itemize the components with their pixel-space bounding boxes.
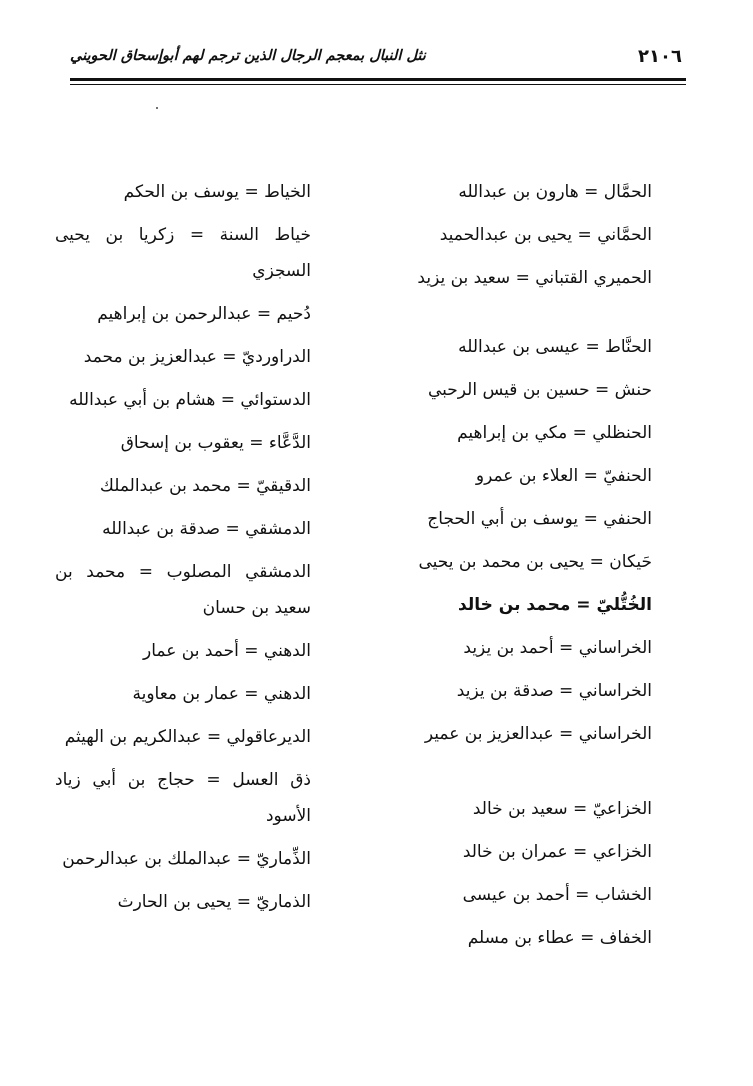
index-entry: الحميري القتباني = سعيد بن يزيد	[417, 268, 652, 288]
index-entry: الخراساني = عبدالعزيز بن عمير	[424, 724, 652, 744]
page-number: ٢١٠٦	[638, 46, 682, 67]
index-entry: الخزاعي = عمران بن خالد	[462, 842, 652, 862]
index-entry: الدهني = أحمد بن عمار	[143, 641, 311, 661]
index-entry: دُحيم = عبدالرحمن بن إبراهيم	[97, 304, 311, 324]
index-entry: الدستوائي = هشام بن أبي عبدالله	[69, 390, 311, 410]
running-header	[70, 46, 682, 76]
index-entry: حنش = حسين بن قيس الرحبي	[427, 380, 652, 400]
index-entry: الخُتُّليّ = محمد بن خالد	[458, 595, 652, 615]
print-speck	[156, 107, 158, 109]
index-entry: الديرعاقولي = عبدالكريم بن الهيثم	[64, 727, 311, 747]
right-column	[392, 174, 652, 963]
index-entry: الحنفي = يوسف بن أبي الحجاج	[427, 509, 652, 529]
index-entry: الحنظلي = مكي بن إبراهيم	[457, 423, 652, 443]
index-entry: الخياط = يوسف بن الحكم	[123, 182, 311, 202]
index-entry: ذق العسل = حجاج بن أبي زياد الأسود	[55, 770, 311, 826]
index-entry: الخشاب = أحمد بن عيسى	[462, 885, 652, 905]
index-entry: حَيكان = يحيى بن محمد بن يحيى	[418, 552, 652, 572]
index-entry: الدمشقي = صدقة بن عبدالله	[102, 519, 311, 539]
index-entry: الدقيقيّ = محمد بن عبدالملك	[99, 476, 311, 496]
header-rule-thin	[70, 84, 686, 85]
index-entry: الدهني = عمار بن معاوية	[132, 684, 311, 704]
index-entry: الخزاعيّ = سعيد بن خالد	[472, 799, 652, 819]
index-entry: الدمشقي المصلوب = محمد بن سعيد بن حسان	[55, 562, 311, 618]
index-entry: الدراورديّ = عبدالعزيز بن محمد	[83, 347, 311, 367]
index-entry: الحنَّاط = عيسى بن عبدالله	[458, 337, 652, 357]
left-column	[55, 174, 311, 927]
header-rule-thick	[70, 78, 686, 81]
index-entry: خياط السنة = زكريا بن يحيى السجزي	[55, 225, 311, 281]
index-entry: الخراساني = صدقة بن يزيد	[456, 681, 652, 701]
index-entry: الذماريّ = يحيى بن الحارث	[117, 892, 311, 912]
index-entry: الحنفيّ = العلاء بن عمرو	[475, 466, 652, 486]
index-entry: الخراساني = أحمد بن يزيد	[463, 638, 652, 658]
index-entry: الحمَّال = هارون بن عبدالله	[458, 182, 652, 202]
index-entry: الحمَّاني = يحيى بن عبدالحميد	[439, 225, 652, 245]
index-entry: الذِّماريّ = عبدالملك بن عبدالرحمن	[62, 849, 311, 869]
book-title: نثل النبال بمعجم الرجال الذين ترجم لهم أبوإسحاق الحويني	[70, 48, 426, 64]
index-entry: الخفاف = عطاء بن مسلم	[467, 928, 652, 948]
index-entry: الدَّعَّاء = يعقوب بن إسحاق	[120, 433, 311, 453]
